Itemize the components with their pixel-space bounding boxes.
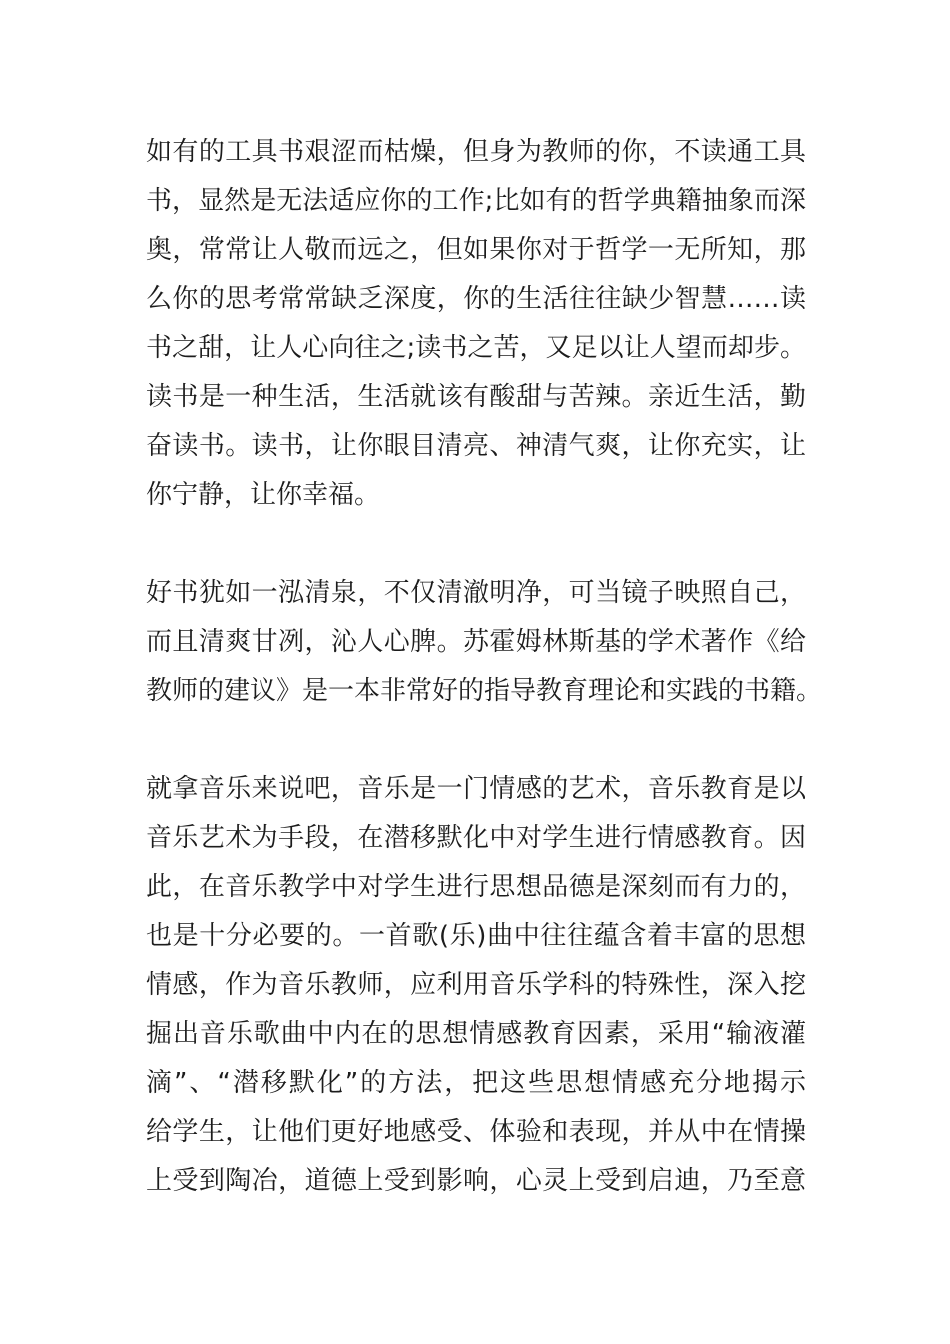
text-line: 上受到陶冶，道德上受到影响，心灵上受到启迪，乃至意 bbox=[146, 1166, 806, 1196]
text-line: 就拿音乐来说吧，音乐是一门情感的艺术，音乐教育是以 bbox=[146, 774, 806, 804]
text-line: 教师的建议》是一本非常好的指导教育理论和实践的书籍。 bbox=[146, 676, 823, 706]
text-line: 也是十分必要的。一首歌(乐)曲中往往蕴含着丰富的思想 bbox=[146, 921, 806, 951]
text-line: 此，在音乐教学中对学生进行思想品德是深刻而有力的， bbox=[146, 872, 806, 902]
text-line: 书，显然是无法适应你的工作;比如有的哲学典籍抽象而深 bbox=[146, 186, 806, 216]
text-line: 掘出音乐歌曲中内在的思想情感教育因素，采用“输液灌 bbox=[146, 1019, 806, 1049]
text-line: 读书是一种生活，生活就该有酸甜与苦辣。亲近生活，勤 bbox=[146, 382, 806, 412]
text-line: 滴”、“潜移默化”的方法，把这些思想情感充分地揭示 bbox=[146, 1068, 806, 1098]
text-line: 音乐艺术为手段，在潜移默化中对学生进行情感教育。因 bbox=[146, 823, 806, 853]
paragraph-spacer bbox=[146, 716, 806, 765]
text-line: 你宁静，让你幸福。 bbox=[146, 480, 381, 510]
document-body bbox=[146, 128, 823, 1206]
text-line: 情感，作为音乐教师，应利用音乐学科的特殊性，深入挖 bbox=[146, 970, 806, 1000]
text-line: 么你的思考常常缺乏深度，你的生活往往缺少智慧……读 bbox=[146, 284, 806, 314]
paragraph-spacer bbox=[146, 520, 806, 569]
paragraph-2 bbox=[146, 569, 823, 716]
text-line: 书之甜，让人心向往之;读书之苦，又足以让人望而却步。 bbox=[146, 333, 806, 363]
text-line: 如有的工具书艰涩而枯燥，但身为教师的你，不读通工具 bbox=[146, 137, 806, 167]
text-line: 好书犹如一泓清泉，不仅清澈明净，可当镜子映照自己， bbox=[146, 578, 806, 608]
text-line: 给学生，让他们更好地感受、体验和表现，并从中在情操 bbox=[146, 1117, 806, 1147]
paragraph-3 bbox=[146, 765, 806, 1206]
text-line: 而且清爽甘冽，沁人心脾。苏霍姆林斯基的学术著作《给 bbox=[146, 627, 806, 657]
text-line: 奋读书。读书，让你眼目清亮、神清气爽，让你充实，让 bbox=[146, 431, 806, 461]
paragraph-1 bbox=[146, 128, 806, 520]
text-line: 奥，常常让人敬而远之，但如果你对于哲学一无所知，那 bbox=[146, 235, 806, 265]
